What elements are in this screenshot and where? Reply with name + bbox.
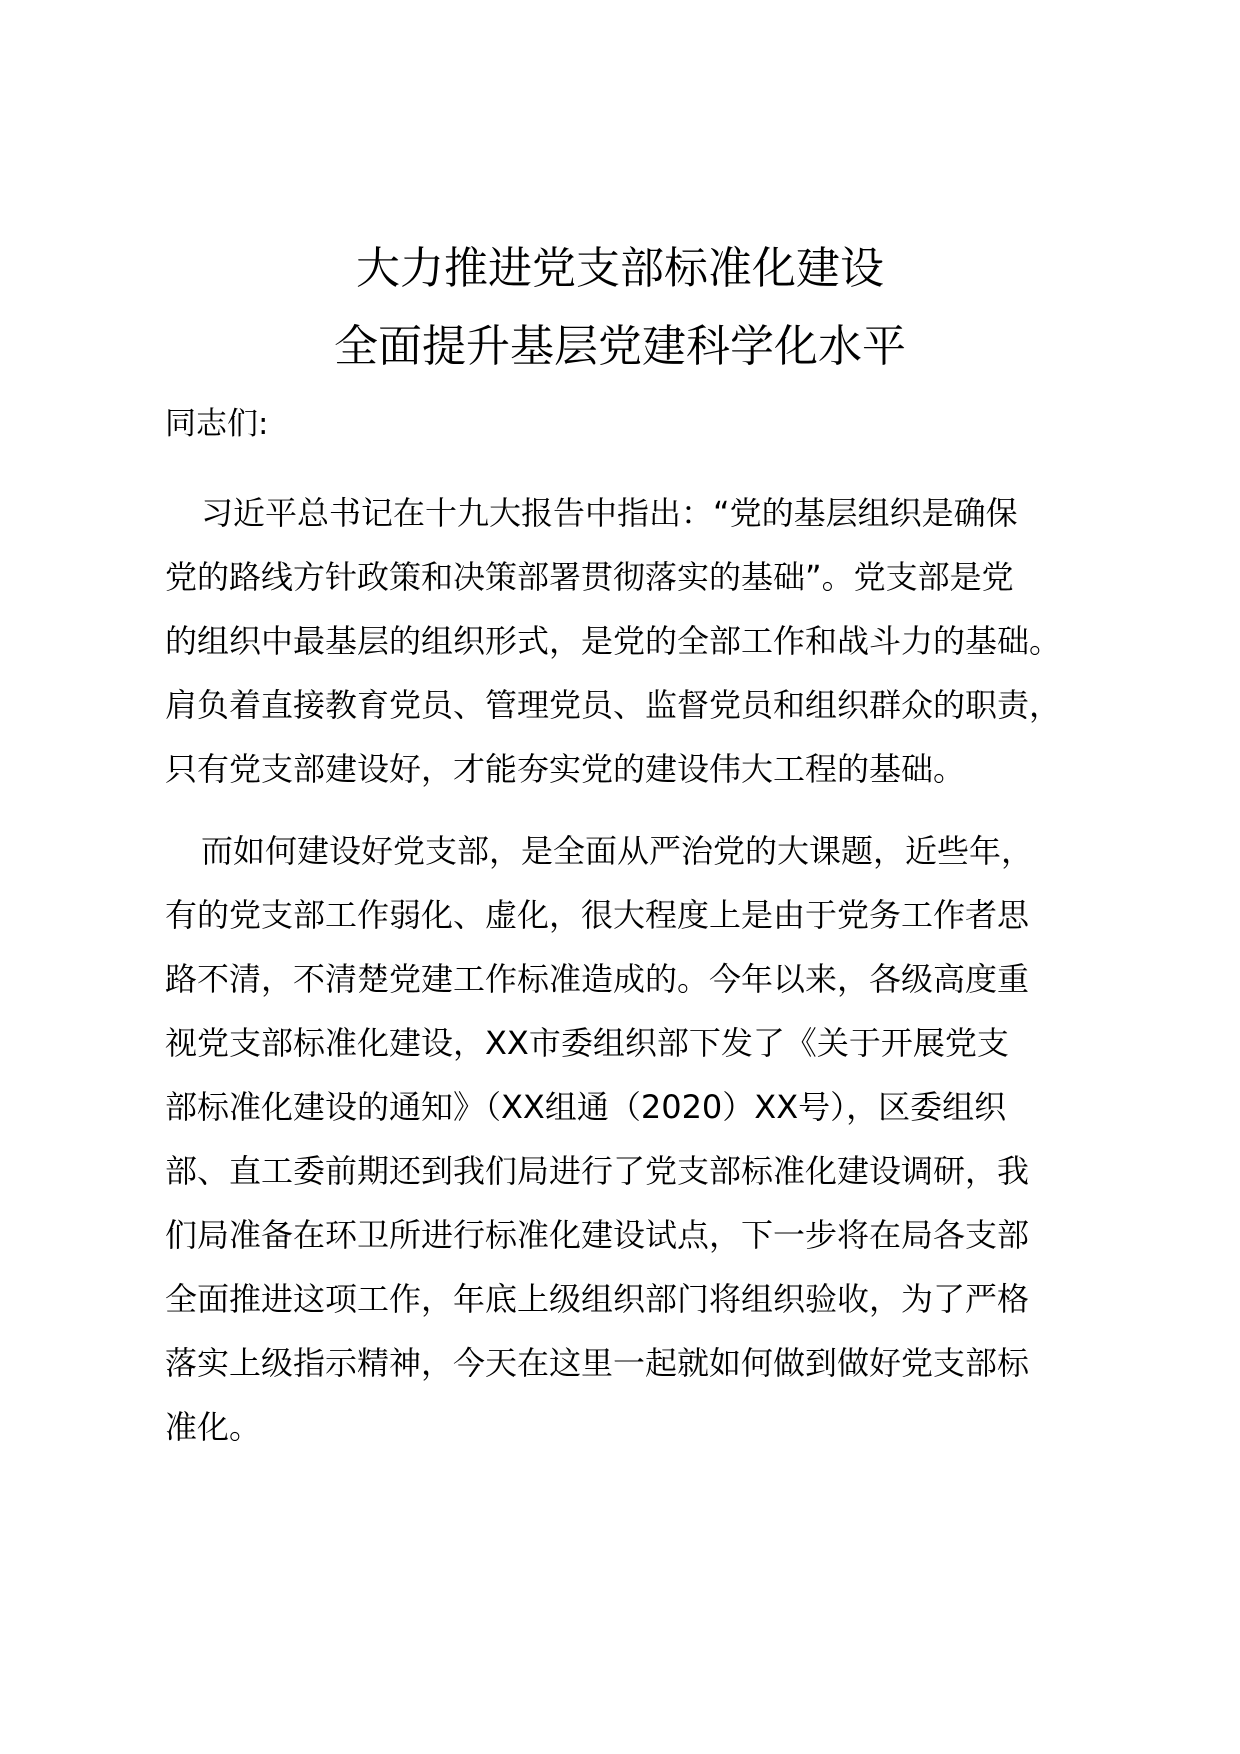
paragraph-line: 路不清，不清楚党建工作标准造成的。今年以来，各级高度重 xyxy=(165,960,1030,998)
document-title-line-2: 全面提升基层党建科学化水平 xyxy=(334,321,906,372)
salutation: 同志们: xyxy=(165,406,269,442)
paragraph-line: 只有党支部建设好，才能夯实党的建设伟大工程的基础。 xyxy=(165,750,966,788)
paragraph-line: 们局准备在环卫所进行标准化建设试点，下一步将在局各支部 xyxy=(165,1216,1030,1254)
paragraph-line: 有的党支部工作弱化、虚化，很大程度上是由于党务工作者思 xyxy=(165,896,1030,934)
paragraph-line: 落实上级指示精神，今天在这里一起就如何做到做好党支部标 xyxy=(165,1344,1030,1382)
paragraph-line: 视党支部标准化建设，XX市委组织部下发了《关于开展党支 xyxy=(165,1024,1009,1062)
paragraph-1 xyxy=(165,481,1105,801)
paragraph-line: 准化。 xyxy=(165,1408,262,1446)
paragraph-line: 部标准化建设的通知》（XX组通（2020）XX号），区委组织 xyxy=(165,1088,1007,1126)
paragraph-line: 的组织中最基层的组织形式，是党的全部工作和战斗力的基础。 xyxy=(165,622,1062,660)
paragraph-line: 全面推进这项工作，年底上级组织部门将组织验收，为了严格 xyxy=(165,1280,1030,1318)
paragraph-line: 党的路线方针政策和决策部署贯彻落实的基础”。党支部是党 xyxy=(165,558,1014,596)
paragraph-line: 习近平总书记在十九大报告中指出：“党的基层组织是确保 xyxy=(201,494,1018,532)
paragraph-line: 而如何建设好党支部，是全面从严治党的大课题，近些年， xyxy=(201,832,1034,870)
paragraph-line: 部、直工委前期还到我们局进行了党支部标准化建设调研，我 xyxy=(165,1152,1030,1190)
document-title-line-1: 大力推进党支部标准化建设 xyxy=(356,243,884,294)
paragraph-line: 肩负着直接教育党员、管理党员、监督党员和组织群众的职责， xyxy=(165,686,1062,724)
paragraph-2 xyxy=(165,819,1105,1459)
